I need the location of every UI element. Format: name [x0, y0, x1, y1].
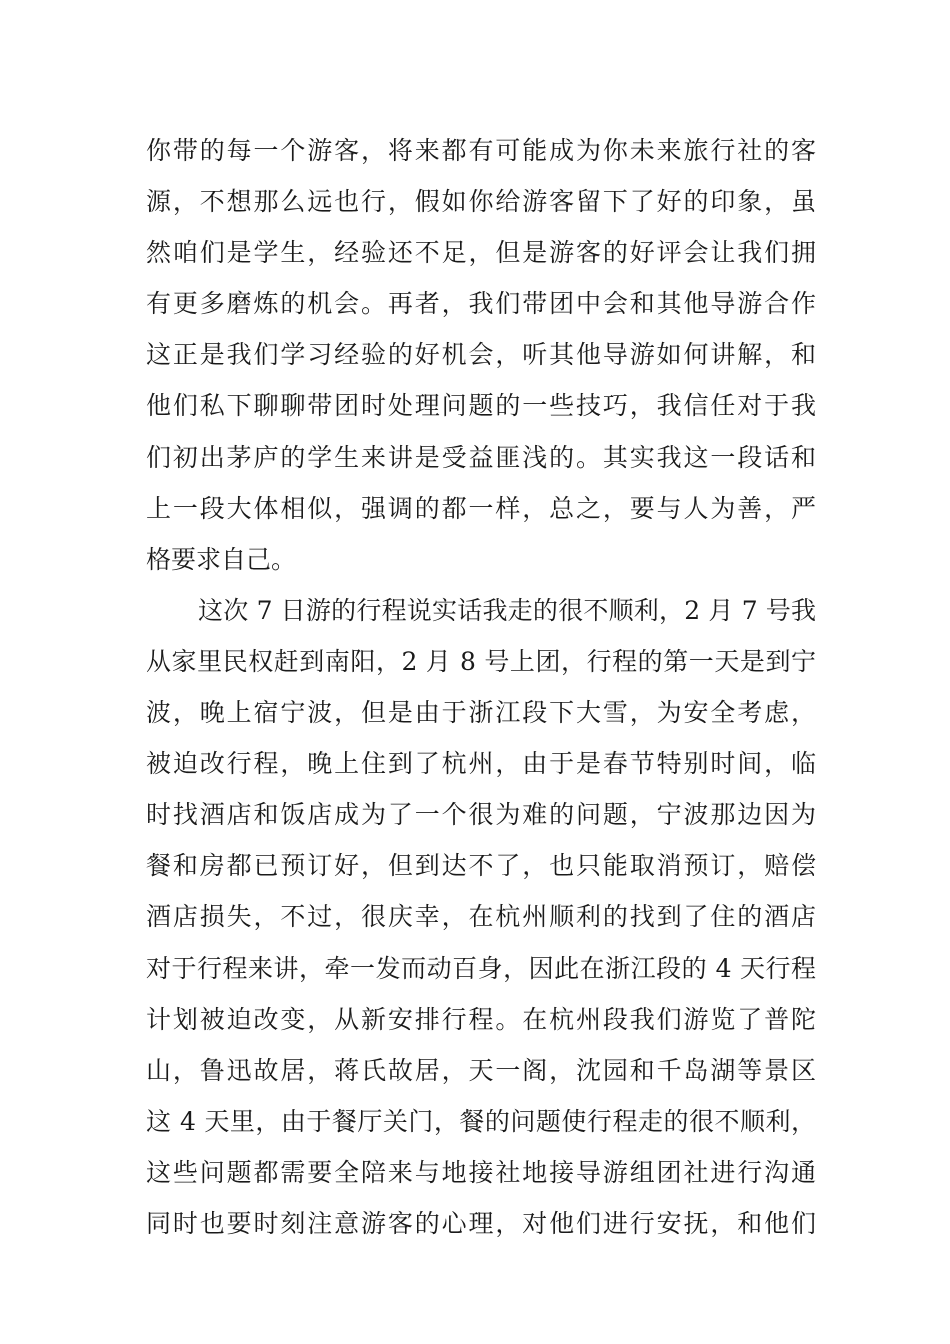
body-text [146, 125, 816, 1249]
text-line: 计划被迫改变，从新安排行程。在杭州段我们游览了普陀 [146, 1004, 816, 1034]
text-line-indented: 这次 7 日游的行程说实话我走的很不顺利，2 月 7 号我 [198, 595, 816, 625]
paragraph-2 [146, 585, 816, 1249]
text-line: 餐和房都已预订好，但到达不了，也只能取消预订，赔偿 [146, 851, 816, 881]
text-line: 这些问题都需要全陪来与地接社地接导游组团社进行沟通 [146, 1157, 816, 1187]
text-line: 被迫改行程，晚上住到了杭州，由于是春节特别时间，临 [146, 749, 816, 779]
text-line: 酒店损失，不过，很庆幸，在杭州顺利的找到了住的酒店 [146, 902, 816, 932]
text-line: 有更多磨炼的机会。再者，我们带团中会和其他导游合作 [146, 289, 816, 319]
text-line: 他们私下聊聊带团时处理问题的一些技巧，我信任对于我 [146, 391, 816, 421]
text-line: 你带的每一个游客，将来都有可能成为你未来旅行社的客 [146, 136, 816, 165]
text-line: 这正是我们学习经验的好机会，听其他导游如何讲解，和 [146, 340, 816, 370]
text-line: 然咱们是学生，经验还不足，但是游客的好评会让我们拥 [146, 238, 816, 268]
text-line: 波，晚上宿宁波，但是由于浙江段下大雪，为安全考虑， [146, 698, 816, 728]
text-line: 们初出茅庐的学生来讲是受益匪浅的。其实我这一段话和 [146, 442, 816, 472]
text-line: 时找酒店和饭店成为了一个很为难的问题，宁波那边因为 [146, 800, 816, 830]
text-line: 山，鲁迅故居，蒋氏故居，天一阁，沈园和千岛湖等景区 [146, 1055, 816, 1085]
text-line: 上一段大体相似，强调的都一样，总之，要与人为善，严 [146, 493, 816, 523]
text-line: 这 4 天里，由于餐厅关门，餐的问题使行程走的很不顺利， [146, 1106, 816, 1136]
text-line: 同时也要时刻注意游客的心理，对他们进行安抚，和他们 [146, 1208, 816, 1238]
text-line-last: 格要求自己。 [146, 544, 297, 574]
text-line: 对于行程来讲，牵一发而动百身，因此在浙江段的 4 天行程 [146, 953, 816, 983]
text-line: 从家里民权赶到南阳，2 月 8 号上团，行程的第一天是到宁 [146, 646, 816, 676]
paragraph-1 [146, 125, 816, 585]
text-line: 源，不想那么远也行，假如你给游客留下了好的印象，虽 [146, 187, 816, 217]
